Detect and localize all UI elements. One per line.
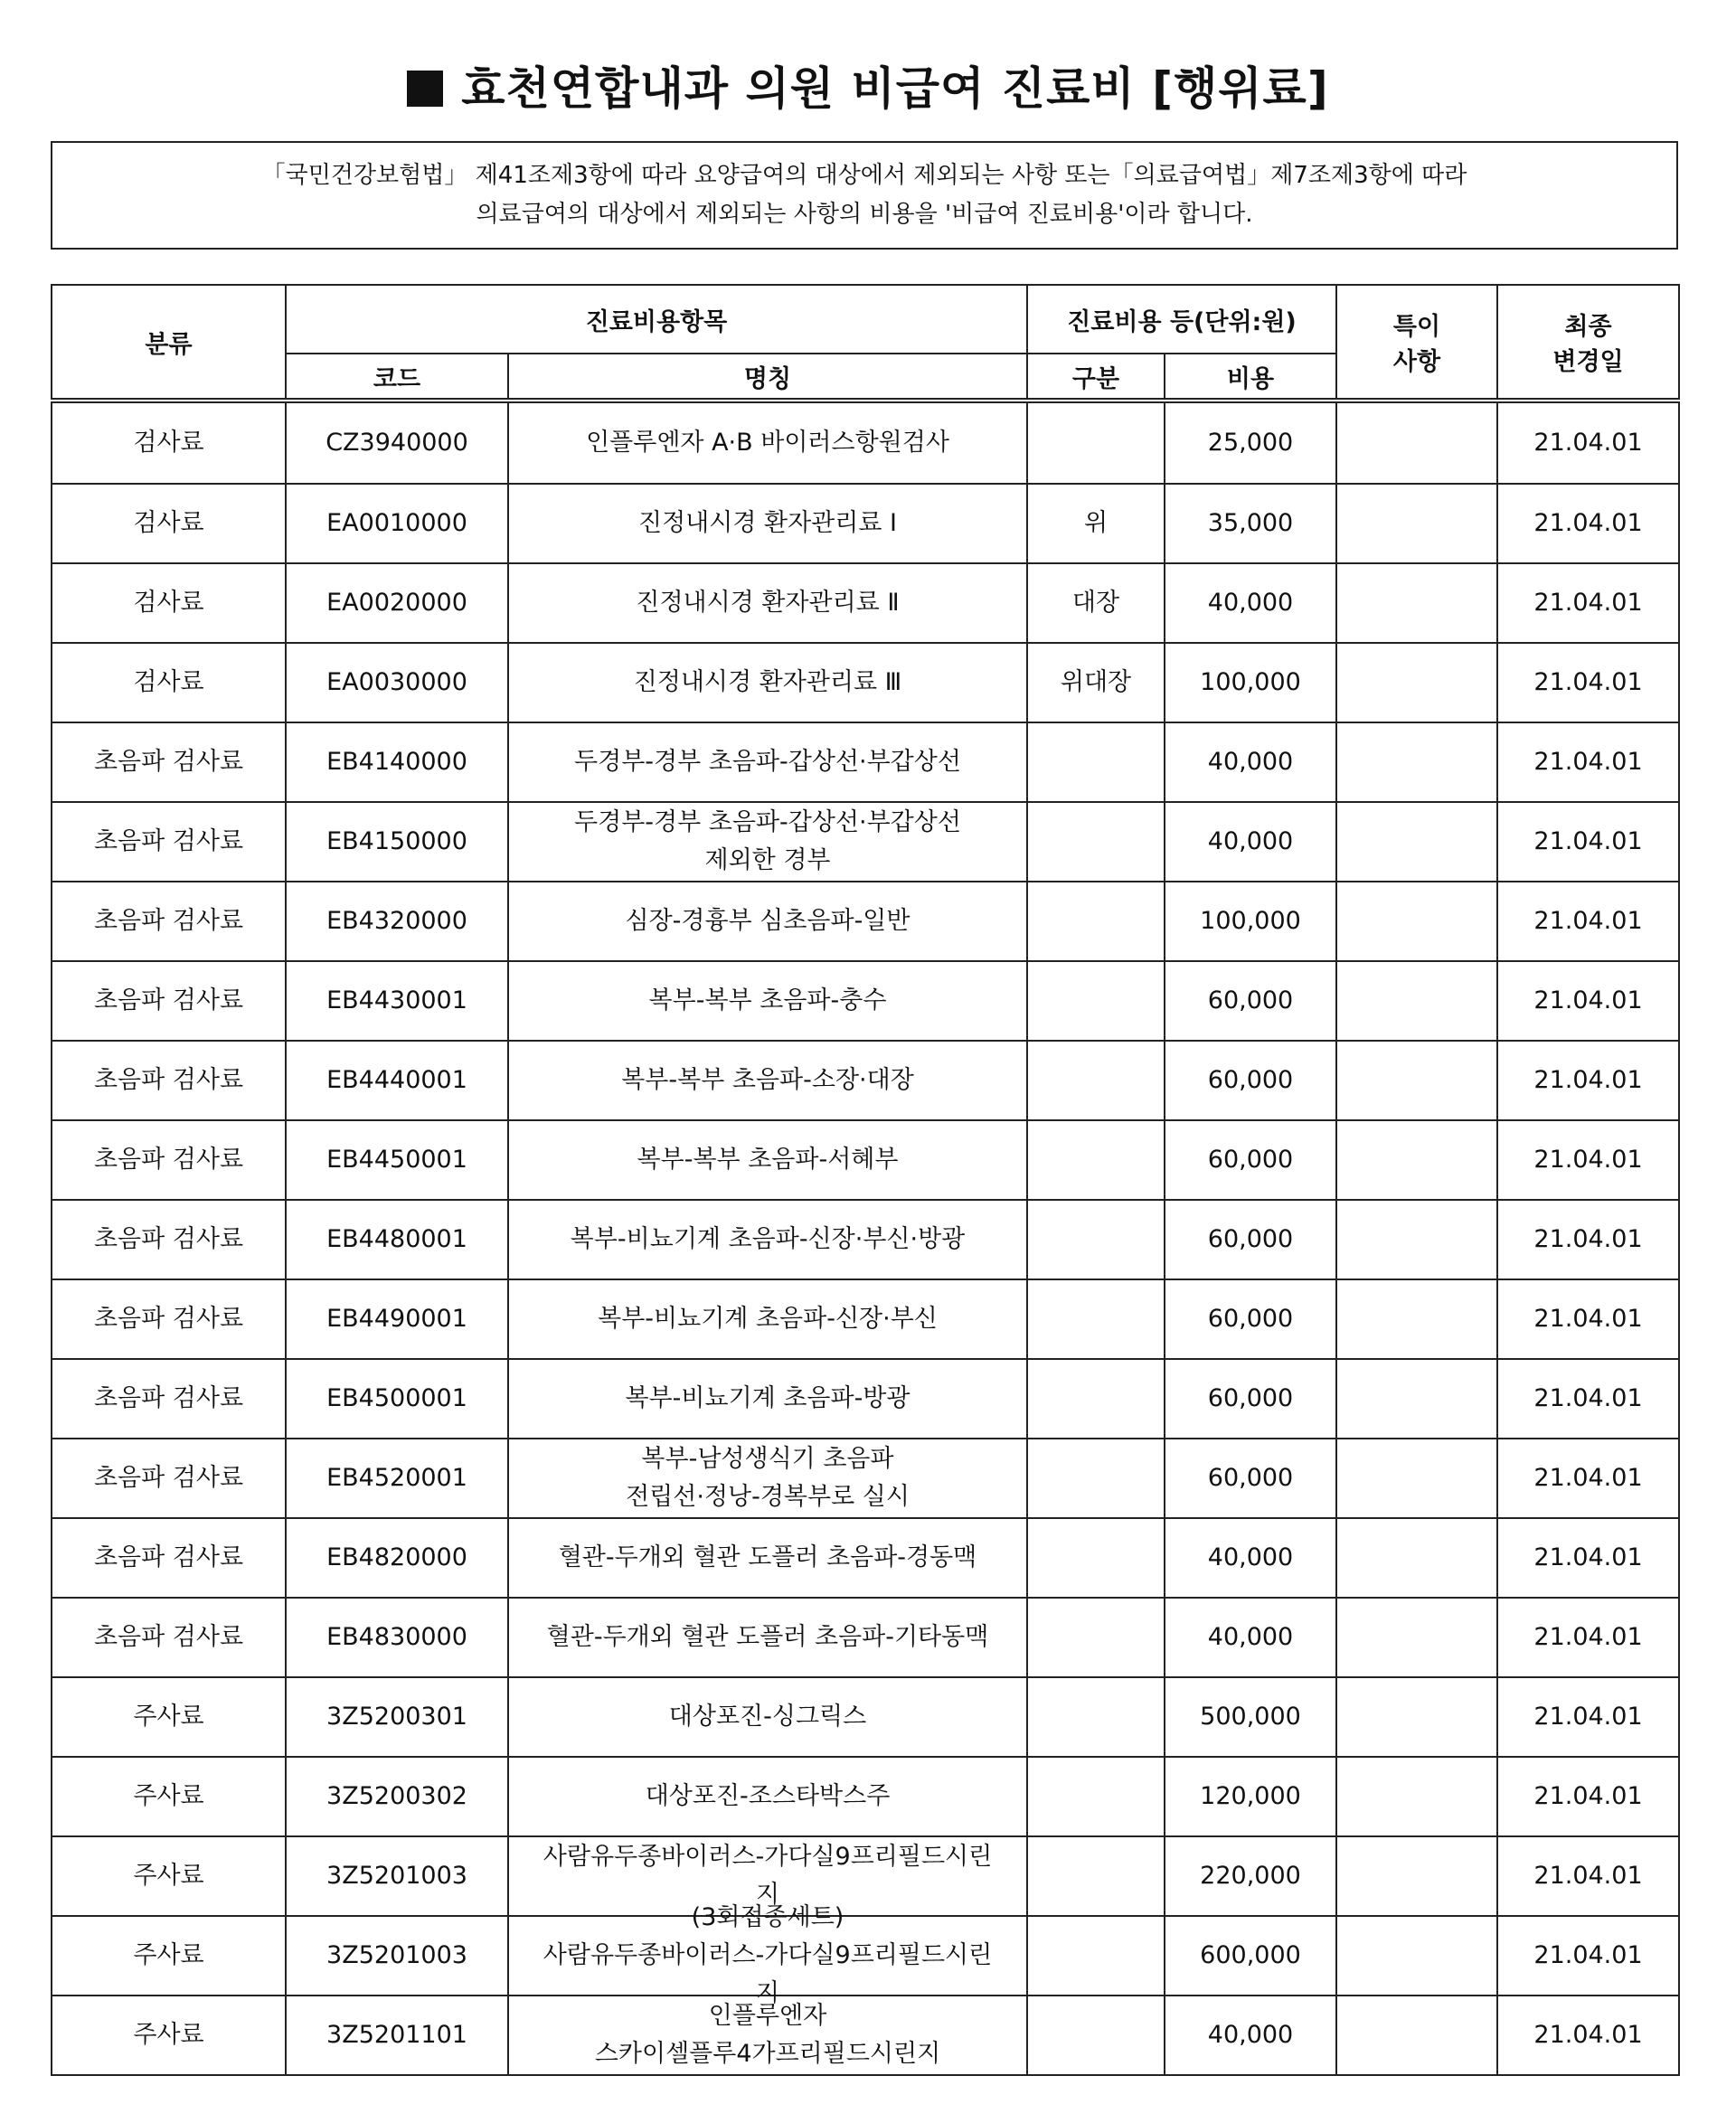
cell-name (508, 484, 1027, 563)
page-title-text: 효천연합내과 의원 비급여 진료비 [행위료] (461, 62, 1329, 115)
cell-category: 검사료 (52, 563, 286, 643)
cell-name (508, 1757, 1027, 1836)
cell-name-text: 진정내시경 환자관리료 Ⅰ (638, 509, 897, 537)
cell-code: EB4320000 (286, 882, 508, 961)
cell-date: 21.04.01 (1497, 1677, 1679, 1757)
cell-note (1336, 1439, 1497, 1518)
cell-name (508, 1598, 1027, 1677)
cell-category: 초음파 검사료 (52, 1041, 286, 1120)
table-row (52, 1677, 1679, 1757)
fee-table (51, 284, 1680, 2076)
table-row (52, 882, 1679, 961)
cell-cost: 40,000 (1165, 1598, 1336, 1677)
cell-name (508, 1903, 1027, 2007)
cell-date: 21.04.01 (1497, 722, 1679, 802)
cell-division (1027, 1757, 1165, 1836)
cell-cost: 60,000 (1165, 1041, 1336, 1120)
cell-code: EB4150000 (286, 802, 508, 882)
cell-name-text: 복부-복부 초음파-충수 (648, 986, 887, 1014)
header-cost-group: 진료비용 등(단위:원) (1027, 285, 1336, 354)
cell-date: 21.04.01 (1497, 643, 1679, 722)
cell-cost: 100,000 (1165, 882, 1336, 961)
cell-name (508, 1359, 1027, 1439)
cell-note (1336, 1677, 1497, 1757)
cell-note (1336, 1518, 1497, 1598)
cell-cost: 60,000 (1165, 1200, 1336, 1279)
cell-name-text: 심장-경흉부 심초음파-일반 (625, 907, 910, 935)
cell-division (1027, 1359, 1165, 1439)
table-row (52, 643, 1679, 722)
cell-category: 주사료 (52, 1757, 286, 1836)
cell-name (508, 1996, 1027, 2075)
cell-date: 21.04.01 (1497, 1359, 1679, 1439)
notice-line-1: 「국민건강보험법」 제41조제3항에 따라 요양급여의 대상에서 제외되는 사항 또는「의료급여법」제7조제3항에 따라 (261, 162, 1467, 189)
table-row (52, 1200, 1679, 1279)
cell-date: 21.04.01 (1497, 563, 1679, 643)
table-row (52, 1518, 1679, 1598)
cell-date: 21.04.01 (1497, 1439, 1679, 1518)
cell-note (1336, 961, 1497, 1041)
cell-category: 초음파 검사료 (52, 1518, 286, 1598)
header-special-note: 특이 사항 (1336, 285, 1497, 401)
cell-name-text: 진정내시경 환자관리료 Ⅱ (636, 589, 900, 617)
table-row (52, 961, 1679, 1041)
cell-code: EA0010000 (286, 484, 508, 563)
cell-name-text: 복부-복부 초음파-소장·대장 (621, 1066, 914, 1094)
cell-note (1336, 484, 1497, 563)
cell-date: 21.04.01 (1497, 1916, 1679, 1996)
table-row (52, 1757, 1679, 1836)
cell-note (1336, 1996, 1497, 2075)
cell-name (508, 1439, 1027, 1518)
cell-note (1336, 1041, 1497, 1120)
cell-note (1336, 1279, 1497, 1359)
cell-division (1027, 882, 1165, 961)
cell-date: 21.04.01 (1497, 961, 1679, 1041)
cell-code: EB4830000 (286, 1598, 508, 1677)
cell-cost: 500,000 (1165, 1677, 1336, 1757)
header-code: 코드 (286, 354, 508, 401)
cell-note (1336, 1916, 1497, 1996)
cell-name (508, 802, 1027, 882)
cell-division (1027, 1439, 1165, 1518)
table-row (52, 722, 1679, 802)
cell-name (508, 401, 1027, 484)
cell-category: 주사료 (52, 1996, 286, 2075)
cell-division (1027, 1996, 1165, 2075)
notice-box (51, 141, 1678, 250)
cell-name (508, 722, 1027, 802)
cell-division (1027, 1279, 1165, 1359)
cell-cost: 60,000 (1165, 961, 1336, 1041)
cell-code: 3Z5200302 (286, 1757, 508, 1836)
cell-name (508, 563, 1027, 643)
cell-category: 초음파 검사료 (52, 882, 286, 961)
cell-division: 위 (1027, 484, 1165, 563)
cell-division (1027, 401, 1165, 484)
cell-date: 21.04.01 (1497, 1836, 1679, 1916)
cell-date: 21.04.01 (1497, 484, 1679, 563)
notice-line-2: 의료급여의 대상에서 제외되는 사항의 비용을 '비급여 진료비용'이라 합니다. (476, 201, 1253, 228)
cell-note (1336, 1120, 1497, 1200)
cell-name (508, 1200, 1027, 1279)
cell-code: CZ3940000 (286, 401, 508, 484)
cell-division (1027, 722, 1165, 802)
cell-cost: 220,000 (1165, 1836, 1336, 1916)
cell-code: 3Z5200301 (286, 1677, 508, 1757)
cell-category: 검사료 (52, 484, 286, 563)
cell-cost: 60,000 (1165, 1279, 1336, 1359)
table-row (52, 484, 1679, 563)
cell-name-text: 복부-비뇨기계 초음파-방광 (625, 1384, 910, 1412)
cell-code: EB4450001 (286, 1120, 508, 1200)
cell-code: EB4500001 (286, 1359, 508, 1439)
cell-name-text: (3회접종세트) 사람유두종바이러스-가다실9프리필드시린 지 (542, 1903, 993, 2007)
cell-name-text: 혈관-두개외 혈관 도플러 초음파-경동맥 (558, 1543, 977, 1571)
cell-code: 3Z5201101 (286, 1996, 508, 2075)
cell-category: 주사료 (52, 1836, 286, 1916)
cell-name-text: 복부-남성생식기 초음파 전립선·정낭-경복부로 실시 (626, 1445, 910, 1511)
cell-category: 주사료 (52, 1916, 286, 1996)
cell-name (508, 643, 1027, 722)
cell-code: EB4520001 (286, 1439, 508, 1518)
cell-category: 초음파 검사료 (52, 1279, 286, 1359)
cell-name (508, 1120, 1027, 1200)
cell-division (1027, 1836, 1165, 1916)
cell-name-text: 사람유두종바이러스-가다실9프리필드시린 지 (542, 1843, 993, 1909)
cell-name-text: 혈관-두개외 혈관 도플러 초음파-기타동맥 (546, 1623, 989, 1651)
cell-cost: 35,000 (1165, 484, 1336, 563)
cell-name-text: 복부-복부 초음파-서혜부 (637, 1146, 899, 1174)
cell-name-text: 두경부-경부 초음파-갑상선·부갑상선 제외한 경부 (574, 808, 961, 874)
page-title (0, 52, 1736, 118)
black-square-icon (407, 71, 443, 107)
cell-date: 21.04.01 (1497, 1279, 1679, 1359)
cell-date: 21.04.01 (1497, 802, 1679, 882)
fee-table-body (52, 401, 1679, 2075)
cell-name (508, 1041, 1027, 1120)
cell-cost: 600,000 (1165, 1916, 1336, 1996)
table-row (52, 1916, 1679, 1996)
table-row (52, 802, 1679, 882)
cell-name-text: 복부-비뇨기계 초음파-신장·부신·방광 (570, 1225, 966, 1253)
cell-cost: 40,000 (1165, 563, 1336, 643)
cell-division (1027, 1120, 1165, 1200)
cell-name-text: 대상포진-싱그릭스 (668, 1703, 867, 1731)
cell-name (508, 1279, 1027, 1359)
cell-code: EB4490001 (286, 1279, 508, 1359)
cell-date: 21.04.01 (1497, 1518, 1679, 1598)
cell-category: 초음파 검사료 (52, 961, 286, 1041)
cell-name-text: 인플루엔자 스카이셀플루4가프리필드시린지 (594, 2002, 941, 2068)
cell-name-text: 인플루엔자 A·B 바이러스항원검사 (586, 429, 949, 457)
cell-date: 21.04.01 (1497, 1120, 1679, 1200)
cell-code: 3Z5201003 (286, 1836, 508, 1916)
cell-category: 초음파 검사료 (52, 1359, 286, 1439)
cell-division (1027, 1598, 1165, 1677)
cell-cost: 60,000 (1165, 1120, 1336, 1200)
table-row (52, 1041, 1679, 1120)
table-row (52, 1996, 1679, 2075)
cell-note (1336, 643, 1497, 722)
cell-division (1027, 1677, 1165, 1757)
cell-code: EB4430001 (286, 961, 508, 1041)
cell-note (1336, 1757, 1497, 1836)
cell-cost: 40,000 (1165, 802, 1336, 882)
header-category: 분류 (52, 285, 286, 401)
cell-code: EB4480001 (286, 1200, 508, 1279)
cell-category: 초음파 검사료 (52, 1598, 286, 1677)
cell-category: 초음파 검사료 (52, 1439, 286, 1518)
cell-division (1027, 961, 1165, 1041)
cell-note (1336, 1200, 1497, 1279)
cell-note (1336, 722, 1497, 802)
cell-category: 검사료 (52, 643, 286, 722)
cell-note (1336, 802, 1497, 882)
cell-name (508, 961, 1027, 1041)
cell-division (1027, 1041, 1165, 1120)
cell-cost: 100,000 (1165, 643, 1336, 722)
cell-date: 21.04.01 (1497, 1996, 1679, 2075)
cell-name-text: 진정내시경 환자관리료 Ⅲ (633, 668, 902, 696)
cell-category: 초음파 검사료 (52, 722, 286, 802)
cell-name-text: 두경부-경부 초음파-갑상선·부갑상선 (574, 748, 961, 776)
cell-cost: 120,000 (1165, 1757, 1336, 1836)
cell-name-text: 복부-비뇨기계 초음파-신장·부신 (598, 1305, 938, 1333)
cell-division (1027, 1916, 1165, 1996)
table-row (52, 563, 1679, 643)
cell-code: EA0030000 (286, 643, 508, 722)
cell-division (1027, 1200, 1165, 1279)
cell-code: EB4820000 (286, 1518, 508, 1598)
cell-category: 초음파 검사료 (52, 1120, 286, 1200)
cell-note (1336, 1598, 1497, 1677)
cell-date: 21.04.01 (1497, 1041, 1679, 1120)
cell-name (508, 1677, 1027, 1757)
cell-note (1336, 1836, 1497, 1916)
cell-cost: 60,000 (1165, 1439, 1336, 1518)
header-item-group: 진료비용항목 (286, 285, 1027, 354)
cell-note (1336, 1359, 1497, 1439)
cell-date: 21.04.01 (1497, 1200, 1679, 1279)
cell-date: 21.04.01 (1497, 1757, 1679, 1836)
table-row (52, 1359, 1679, 1439)
header-last-changed: 최종 변경일 (1497, 285, 1679, 401)
cell-cost: 40,000 (1165, 722, 1336, 802)
header-cost: 비용 (1165, 354, 1336, 401)
cell-note (1336, 882, 1497, 961)
cell-category: 주사료 (52, 1677, 286, 1757)
cell-code: EB4140000 (286, 722, 508, 802)
cell-code: EB4440001 (286, 1041, 508, 1120)
cell-note (1336, 401, 1497, 484)
table-row (52, 1120, 1679, 1200)
table-row (52, 401, 1679, 484)
cell-name-text: 대상포진-조스타박스주 (645, 1782, 891, 1810)
cell-category: 검사료 (52, 401, 286, 484)
cell-date: 21.04.01 (1497, 882, 1679, 961)
cell-date: 21.04.01 (1497, 401, 1679, 484)
header-name: 명칭 (508, 354, 1027, 401)
cell-division (1027, 802, 1165, 882)
cell-cost: 40,000 (1165, 1996, 1336, 2075)
table-row (52, 1598, 1679, 1677)
cell-cost: 25,000 (1165, 401, 1336, 484)
cell-division: 위대장 (1027, 643, 1165, 722)
table-row (52, 1279, 1679, 1359)
cell-category: 초음파 검사료 (52, 802, 286, 882)
cell-code: 3Z5201003 (286, 1916, 508, 1996)
cell-cost: 40,000 (1165, 1518, 1336, 1598)
cell-name (508, 1518, 1027, 1598)
table-row (52, 1439, 1679, 1518)
header-division: 구분 (1027, 354, 1165, 401)
cell-category: 초음파 검사료 (52, 1200, 286, 1279)
cell-division: 대장 (1027, 563, 1165, 643)
cell-date: 21.04.01 (1497, 1598, 1679, 1677)
cell-code: EA0020000 (286, 563, 508, 643)
cell-cost: 60,000 (1165, 1359, 1336, 1439)
cell-division (1027, 1518, 1165, 1598)
cell-note (1336, 563, 1497, 643)
cell-name (508, 882, 1027, 961)
